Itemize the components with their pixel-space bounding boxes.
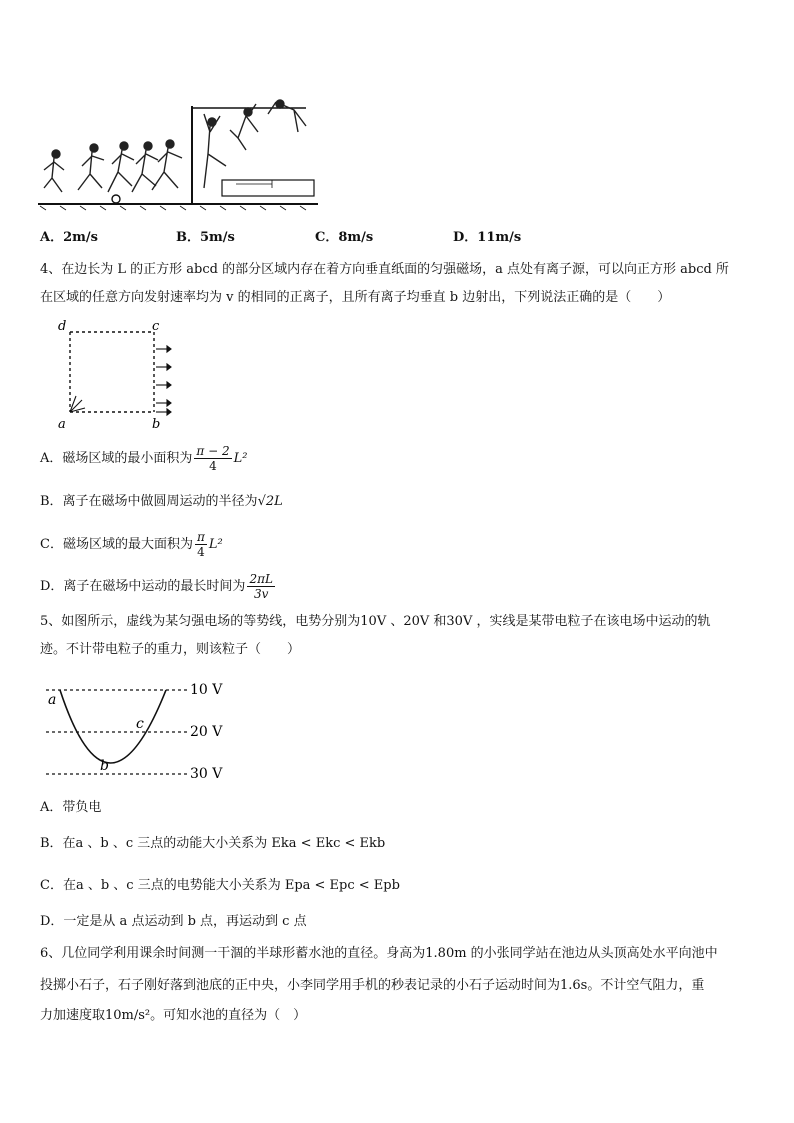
q5-equipotential-diagram <box>40 676 240 790</box>
q4-option-c-den: 4 <box>197 545 205 559</box>
q4-option-b-tail: √2L <box>257 494 283 509</box>
q4-label-b: b <box>152 417 161 432</box>
q4-option-a-num: π − 2 <box>196 444 230 458</box>
q5-option-b: B．在a 、b 、c 三点的动能大小关系为 Eka < Ekc < Ekb <box>40 836 386 851</box>
q4-square-diagram <box>52 316 182 432</box>
q6-stem-line3: 力加速度取10m/s²。可知水池的直径为（ ） <box>40 1008 307 1023</box>
q4-option-d-num: 2πL <box>249 572 273 586</box>
q3-option-c: C．8m/s <box>315 230 374 245</box>
q6-stem-line2: 投掷小石子，石子刚好落到池底的正中央，小李同学用手机的秒表记录的小石子运动时间为1.6s。不计空气阻力，重 <box>40 978 705 993</box>
q4-option-b-text: B．离子在磁场中做圆周运动的半径为 <box>40 494 258 509</box>
q3-option-d: D．11m/s <box>453 230 522 245</box>
q5-option-c: C．在a 、b 、c 三点的电势能大小关系为 Epa < Epc < Epb <box>40 878 400 893</box>
q4-option-c-fraction <box>195 530 207 559</box>
q5-potential-20: 20 V <box>190 724 223 740</box>
q3-option-a: A．2m/s <box>40 230 98 245</box>
q5-point-b: b <box>100 758 109 774</box>
q5-option-d: D．一定是从 a 点运动到 b 点，再运动到 c 点 <box>40 914 307 929</box>
q4-option-d-den: 3v <box>253 587 269 601</box>
q4-label-c: c <box>152 319 160 334</box>
q4-stem-line2: 在区域的任意方向发射速率均为 v 的相同的正离子，且所有离子均垂直 b 边射出，下列说法正确的是（ ） <box>40 290 671 305</box>
q4-option-d <box>40 572 277 601</box>
q5-potential-10: 10 V <box>190 682 223 698</box>
q4-label-d: d <box>58 319 67 334</box>
q5-potential-30: 30 V <box>190 766 223 782</box>
q5-point-c: c <box>136 716 144 732</box>
q4-label-a: a <box>58 417 66 432</box>
q4-option-c-text: C．磁场区域的最大面积为 <box>40 537 193 552</box>
q5-stem-line2: 迹。不计带电粒子的重力，则该粒子（ ） <box>40 642 301 657</box>
q4-option-d-fraction <box>247 572 275 601</box>
q4-option-a-tail: L² <box>233 451 248 466</box>
q5-stem-line1: 5、如图所示，虚线为某匀强电场的等势线，电势分别为10V 、20V 和30V ，实线是某带电粒子在该电场中运动的轨 <box>40 614 711 629</box>
q5-option-a: A．带负电 <box>40 800 102 815</box>
q4-option-c-num: π <box>196 530 205 544</box>
q4-option-a-text: A．磁场区域的最小面积为 <box>40 451 193 466</box>
q3-option-b: B．5m/s <box>176 230 235 245</box>
q4-option-d-text: D．离子在磁场中运动的最长时间为 <box>40 579 246 594</box>
q4-option-c <box>40 530 223 559</box>
q4-option-a <box>40 444 247 473</box>
q4-option-a-fraction <box>194 444 231 473</box>
q4-stem-line1: 4、在边长为 L 的正方形 abcd 的部分区域内存在着方向垂直纸面的匀强磁场，a 点处有离子源，可以向正方形 abcd 所 <box>40 262 729 277</box>
q6-stem-line1: 6、几位同学利用课余时间测一干涸的半球形蓄水池的直径。身高为1.80m 的小张同学站在池边从头顶高处水平向池中 <box>40 946 718 961</box>
q5-point-a: a <box>48 692 57 708</box>
high-jump-illustration <box>36 92 322 214</box>
q4-option-b <box>40 492 283 512</box>
q4-option-c-tail: L² <box>208 537 223 552</box>
q4-option-a-den: 4 <box>209 459 217 473</box>
